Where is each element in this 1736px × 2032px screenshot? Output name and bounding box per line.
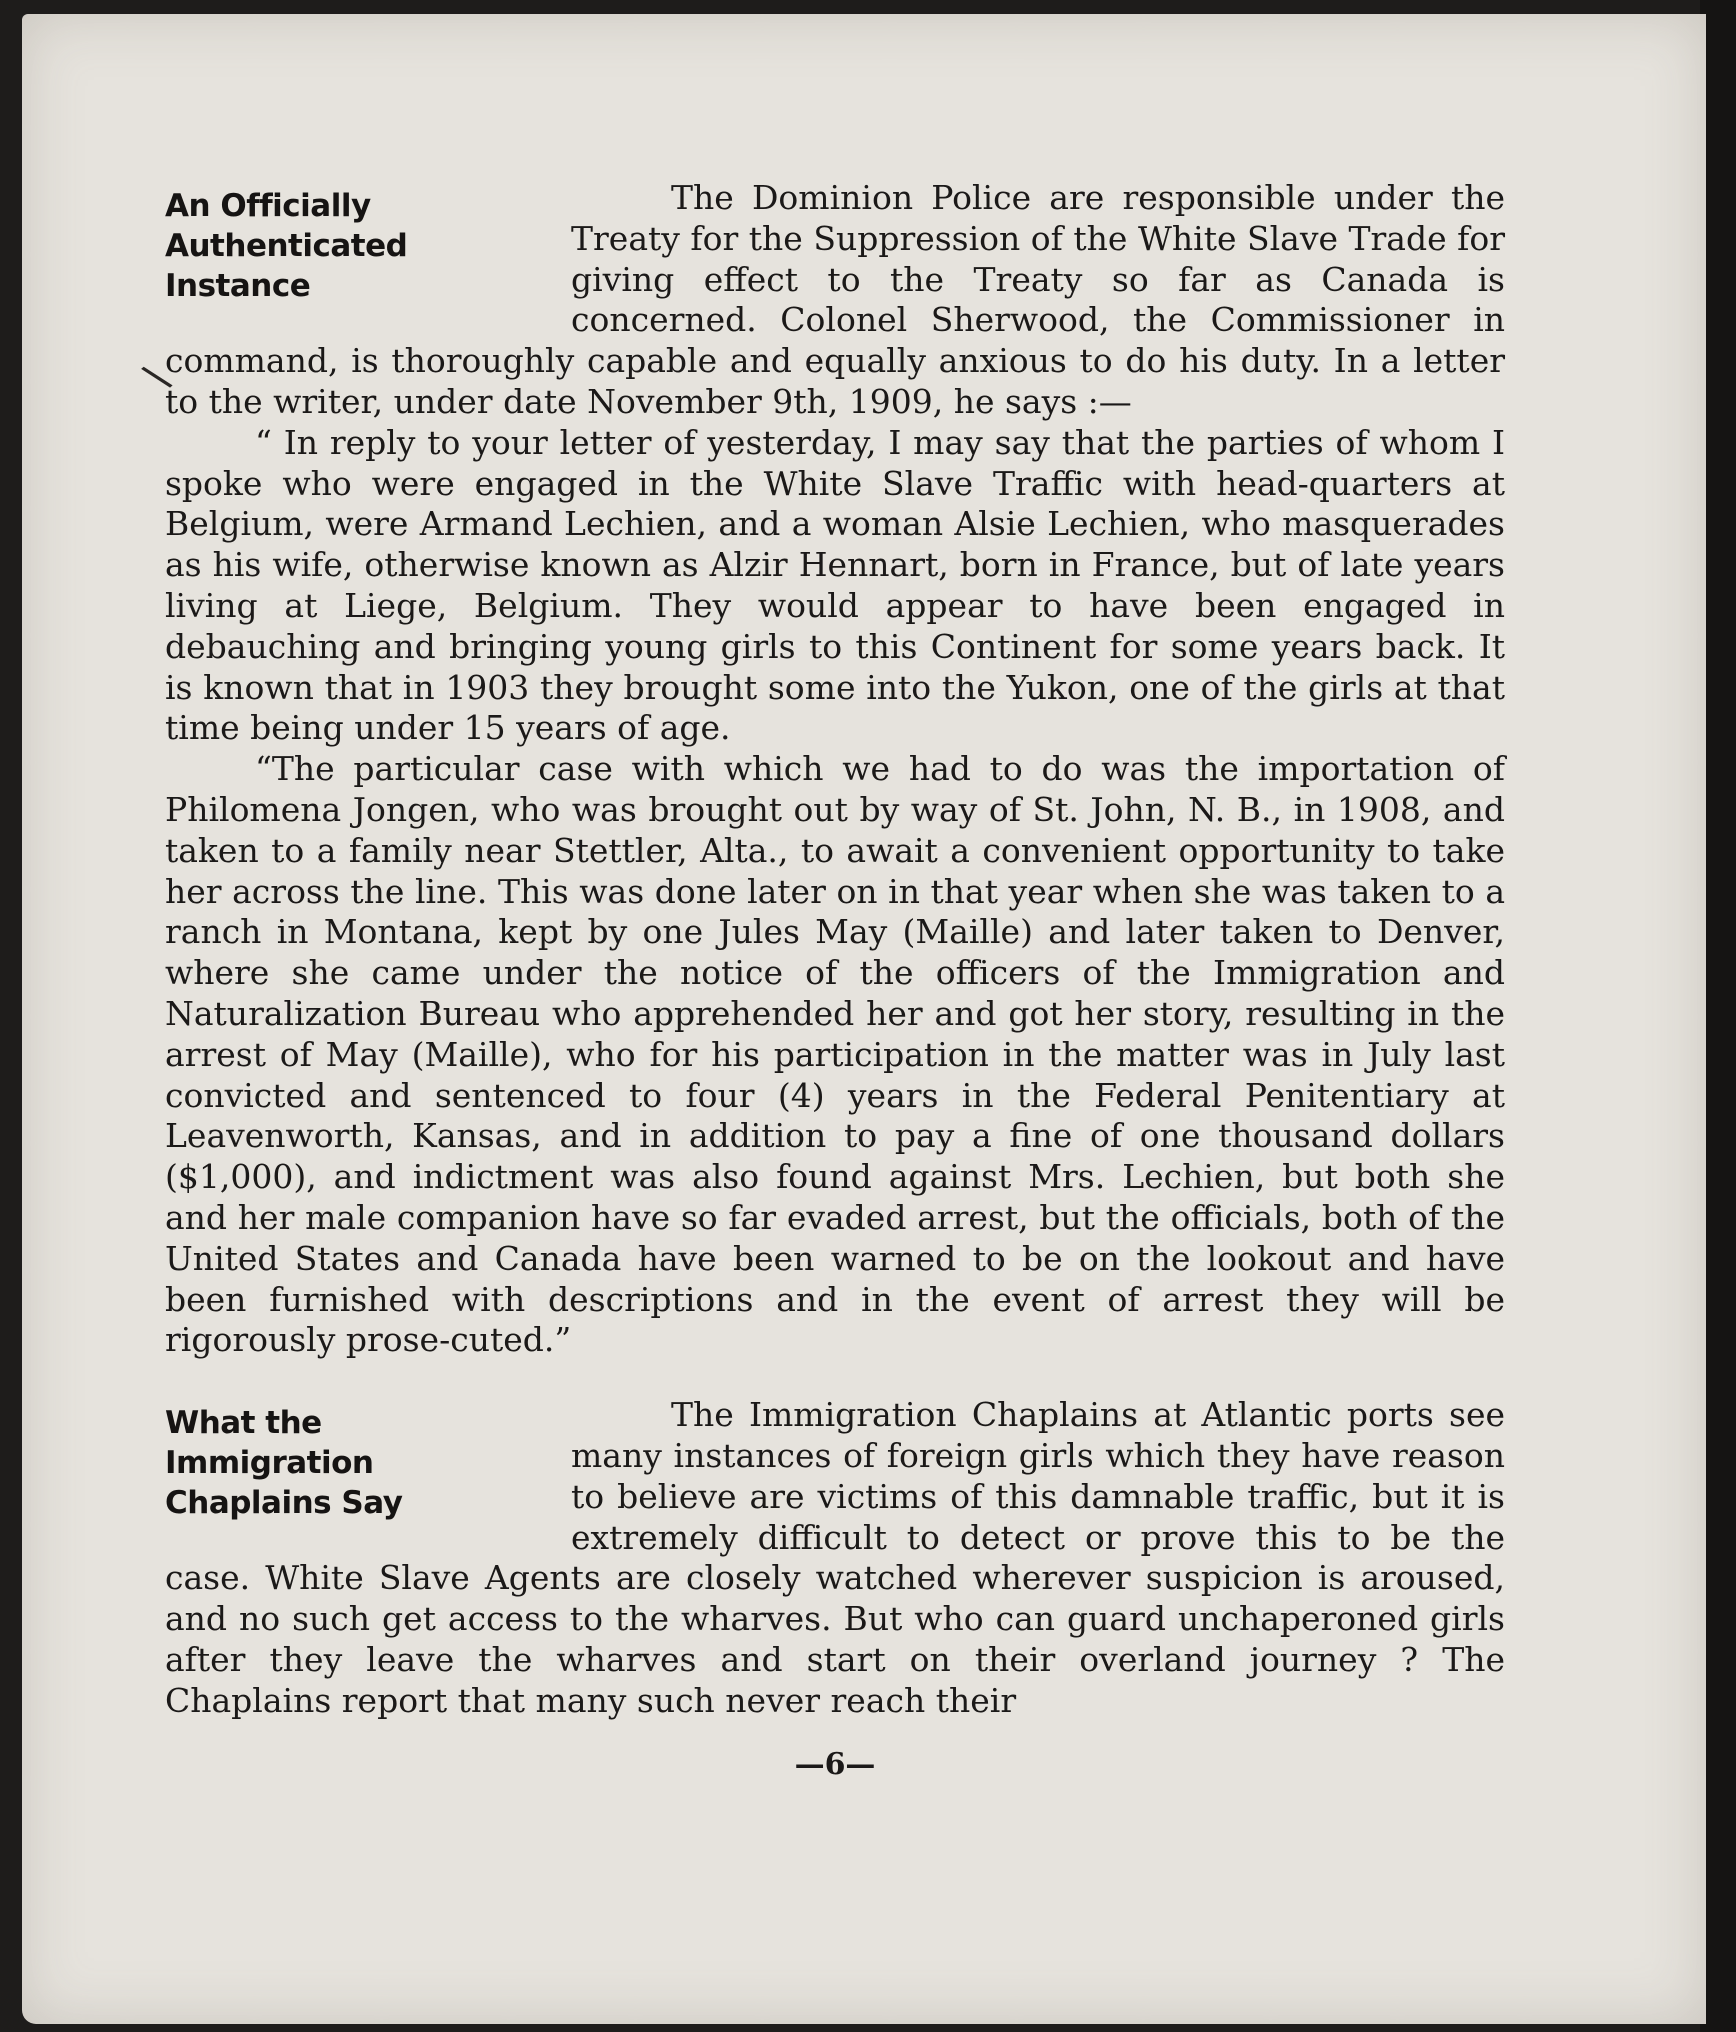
margin-pencil-mark: \ xyxy=(136,355,177,399)
side-heading xyxy=(165,178,545,306)
side-heading-line: Immigration xyxy=(165,1445,374,1482)
section-officially-authenticated xyxy=(165,178,1505,1361)
paragraph-intro: The Dominion Police are responsible under the Treaty for the Suppression of the White Slave Trade for giving effect to the Treaty so far as Canada is concerned. Colonel Sherwood, the Commissioner in command, is thoroughly capable and equally anxious to do his duty. In a letter to the writer, under date November 9th, 1909, he says :— xyxy=(165,178,1505,421)
section-immigration-chaplains xyxy=(165,1395,1505,1721)
side-heading-line: An Officially xyxy=(165,188,371,224)
page-content xyxy=(165,178,1505,1786)
page-number: —6— xyxy=(794,1747,876,1783)
side-heading-line: What the xyxy=(165,1405,322,1442)
side-heading-line: Authenticated xyxy=(165,228,408,264)
paragraph-quote-1: “ In reply to your letter of yesterday, I may say that the parties of whom I spoke who were engaged in the White Slave Traffic with head-quarters at Belgium, were Armand Lechien, and a woman Alsie Lechien, who masquerades as his wife, otherwise known as Alzir Hennart, born in France, but of late years living at Liege, Belgium. They would appear to have been engaged in debauching and bringing young girls to this Continent for some years back. It is known that in 1903 they brought some into the Yukon, one of the girls at that time being under 15 years of age. xyxy=(165,422,1505,748)
side-heading-line: Instance xyxy=(165,268,311,304)
side-heading-line: Chaplains Say xyxy=(165,1485,403,1522)
paragraph-chaplains: The Immigration Chaplains at Atlantic ports see many instances of foreign girls which they have reason to believe are victims of this damnable traffic, but it is extremely difficult to detect or prove this to be the case. White Slave Agents are closely watched wherever suspicion is aroused, and no such get access to the wharves. But who can guard unchaperoned girls after they leave the wharves and start on their overland journey ? The Chaplains report that many such never reach their xyxy=(165,1395,1505,1720)
paragraph-quote-2: “The particular case with which we had to do was the importation of Philomena Jongen, who was brought out by way of St. John, N. B., in 1908, and taken to a family near Stettler, Alta., to await a convenient opportunity to take her across the line. This was done later on in that year when she was taken to a ranch in Montana, kept by one Jules May (Maille) and later taken to Denver, where she came under the notice of the officers of the Immigration and Naturalization Bureau who apprehended her and got her story, resulting in the arrest of May (Maille), who for his participation in the matter was in July last convicted and sentenced to four (4) years in the Federal Penitentiary at Leavenworth, Kansas, and in addition to pay a fine of one thousand dollars ($1,000), and indictment was also found against Mrs. Lechien, but both she and her male companion have so far evaded arrest, but the officials, both of the United States and Canada have been warned to be on the lookout and have been furnished with descriptions and in the event of arrest they will be rigorously prose-cuted.” xyxy=(165,749,1505,1360)
side-heading xyxy=(165,1395,545,1523)
